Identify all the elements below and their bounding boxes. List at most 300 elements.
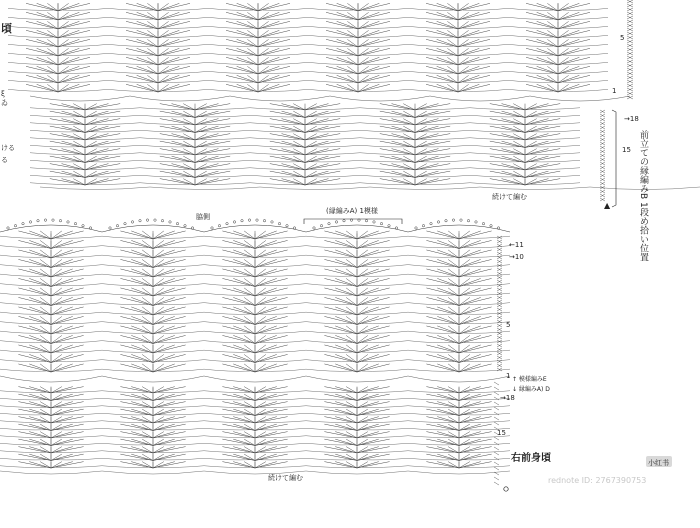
- stitch-line: [153, 269, 186, 277]
- stitch-line: [255, 307, 277, 315]
- stitch-line: [131, 454, 153, 460]
- stitch-line: [305, 111, 328, 117]
- stitch-chain: [0, 293, 46, 295]
- stitch-line: [153, 316, 186, 324]
- stitch-line: [255, 387, 277, 393]
- stitch-chain: [464, 284, 510, 286]
- stitch-line: [158, 66, 190, 74]
- stitch-line: [62, 111, 85, 117]
- stitch-line: [357, 240, 390, 248]
- stitch-chain: [408, 71, 453, 73]
- stitch-chain: [531, 183, 581, 185]
- stitch-line: [131, 387, 153, 393]
- stitch-chain: [158, 458, 204, 460]
- stitch-chain: [363, 44, 408, 46]
- stitch-line: [51, 259, 73, 267]
- stitch-line: [392, 164, 415, 170]
- stitch-line: [172, 141, 195, 147]
- stitch-line: [29, 454, 51, 460]
- stitch-line: [525, 119, 548, 125]
- stitch-chain: [463, 62, 508, 64]
- stitch-chain: [63, 71, 108, 73]
- stitch-chain: [260, 406, 306, 408]
- stitch-line: [153, 240, 186, 248]
- stitch-chain: [260, 398, 306, 400]
- stitch-chain: [464, 369, 510, 371]
- stitch-chain: [0, 471, 102, 474]
- stitch-line: [282, 141, 305, 147]
- stitch-chain: [91, 145, 141, 147]
- stitch-chain: [140, 108, 190, 110]
- stitch-line: [51, 326, 73, 334]
- stitch-line: [459, 316, 492, 324]
- stitch-line: [458, 39, 479, 47]
- stitch-chain: [63, 17, 108, 19]
- stitch-chain: [421, 108, 471, 110]
- stitch-chain: [158, 265, 204, 267]
- stitch-chain: [311, 168, 361, 170]
- stitch-chain: [204, 428, 250, 430]
- stitch-line: [458, 21, 479, 29]
- stitch-chain: [408, 265, 454, 267]
- stitch-chain: [102, 466, 148, 468]
- stitch-chain: [8, 53, 53, 55]
- stitch-line: [222, 269, 255, 277]
- stitch-chain: [464, 265, 510, 267]
- stitch-line: [51, 454, 73, 460]
- stitch-line: [158, 57, 179, 65]
- stitch-line: [494, 417, 499, 420]
- stitch-chain: [260, 246, 306, 248]
- stitch-line: [459, 288, 492, 296]
- stitch-line: [58, 30, 79, 38]
- stitch-chain: [464, 451, 510, 453]
- stitch-line: [126, 57, 158, 65]
- stitch-chain: [408, 322, 454, 324]
- stitch-chain: [201, 130, 251, 132]
- stitch-chain: [0, 265, 46, 267]
- picot: [191, 227, 193, 229]
- stitch-chain: [531, 115, 581, 117]
- pattern-note-d: ↓ 縁編みA) D: [512, 386, 550, 393]
- stitch-chain: [102, 236, 148, 238]
- stitch-line: [324, 297, 357, 305]
- stitch-line: [158, 48, 190, 56]
- stitch-chain: [140, 175, 190, 177]
- stitch-chain: [204, 350, 250, 352]
- stitch-chain: [464, 274, 510, 276]
- stitch-chain: [56, 350, 102, 352]
- stitch-chain: [260, 265, 306, 267]
- stitch-line: [282, 164, 305, 170]
- stitch-line: [29, 278, 51, 286]
- stitch-line: [255, 424, 277, 430]
- stitch-chain: [263, 80, 308, 82]
- stitch-line: [233, 354, 255, 362]
- stitch-line: [37, 3, 58, 11]
- stitch-line: [233, 447, 255, 453]
- stitch-line: [29, 288, 51, 296]
- stitch-line: [258, 57, 279, 65]
- stitch-chain: [158, 451, 204, 453]
- watermark-logo: 小红书: [648, 459, 669, 467]
- stitch-line: [558, 48, 590, 56]
- stitch-line: [258, 39, 290, 47]
- stitch-chain: [108, 35, 153, 37]
- stitch-line: [305, 104, 328, 110]
- stitch-line: [426, 48, 458, 56]
- stitch-chain: [421, 115, 471, 117]
- stitch-chain: [362, 350, 408, 352]
- stitch-chain: [362, 413, 408, 415]
- stitch-chain: [56, 369, 102, 371]
- stitch-line: [337, 57, 358, 65]
- stitch-chain: [360, 108, 410, 110]
- stitch-line: [324, 354, 357, 362]
- stitch-line: [172, 111, 195, 117]
- stitch-line: [153, 250, 186, 258]
- stitch-line: [26, 3, 58, 11]
- picot: [497, 227, 499, 229]
- stitch-chain: [30, 123, 80, 125]
- row-11-label: ←11: [509, 241, 524, 249]
- stitch-line: [153, 447, 175, 453]
- stitch-chain: [463, 17, 508, 19]
- stitch-line: [18, 231, 51, 239]
- stitch-chain: [102, 391, 148, 393]
- stitch-line: [51, 269, 84, 277]
- stitch-line: [324, 269, 357, 277]
- stitch-line: [226, 21, 258, 29]
- picot: [320, 225, 322, 227]
- stitch-line: [437, 39, 458, 47]
- stitch-line: [51, 326, 84, 334]
- stitch-chain: [421, 145, 471, 147]
- stitch-chain: [158, 406, 204, 408]
- stitch-line: [120, 259, 153, 267]
- stitch-chain: [306, 255, 352, 257]
- stitch-chain: [363, 26, 408, 28]
- stitch-chain: [508, 35, 553, 37]
- stitch-chain: [108, 26, 153, 28]
- stitch-line: [51, 402, 73, 408]
- stitch-line: [335, 394, 357, 400]
- stitch-chain: [362, 303, 408, 305]
- stitch-chain: [140, 160, 190, 162]
- stitch-chain: [8, 89, 53, 91]
- stitch-line: [62, 156, 85, 162]
- stitch-chain: [508, 53, 553, 55]
- top-left-label-5: る: [1, 156, 8, 164]
- stitch-line: [426, 84, 458, 92]
- stitch-line: [458, 75, 479, 83]
- stitch-line: [335, 454, 357, 460]
- stitch-line: [233, 364, 255, 372]
- stitch-chain: [508, 17, 553, 19]
- stitch-chain: [158, 322, 204, 324]
- stitch-line: [29, 297, 51, 305]
- picot: [233, 221, 235, 223]
- stitch-line: [29, 402, 51, 408]
- stitch-chain: [408, 246, 454, 248]
- stitch-chain: [204, 451, 250, 453]
- stitch-line: [131, 424, 153, 430]
- watermark-id: rednote ID: 2767390753: [548, 476, 647, 485]
- stitch-line: [526, 48, 558, 56]
- stitch-chain: [204, 255, 250, 257]
- stitch-line: [158, 84, 179, 92]
- stitch-line: [29, 439, 51, 445]
- stitch-line: [131, 354, 153, 362]
- stitch-chain: [0, 236, 46, 238]
- stitch-chain: [260, 274, 306, 276]
- stitch-line: [282, 111, 305, 117]
- stitch-chain: [158, 246, 204, 248]
- stitch-line: [558, 21, 590, 29]
- stitch-line: [537, 66, 558, 74]
- stitch-chain: [360, 183, 410, 185]
- stitch-line: [459, 269, 481, 277]
- stitch-line: [29, 316, 51, 324]
- stitch-line: [233, 307, 255, 315]
- stitch-chain: [464, 303, 510, 305]
- stitch-line: [357, 278, 379, 286]
- stitch-chain: [306, 369, 352, 371]
- stitch-chain: [108, 44, 153, 46]
- stitch-line: [525, 156, 548, 162]
- stitch-chain: [158, 360, 204, 362]
- stitch-line: [158, 39, 190, 47]
- stitch-line: [153, 307, 175, 315]
- stitch-chain: [362, 312, 408, 314]
- stitch-line: [305, 149, 328, 155]
- stitch-line: [335, 278, 357, 286]
- stitch-line: [502, 179, 525, 185]
- stitch-line: [51, 288, 84, 296]
- stitch-line: [233, 240, 255, 248]
- stitch-chain: [260, 369, 306, 371]
- stitch-line: [195, 149, 218, 155]
- stitch-chain: [306, 350, 352, 352]
- stitch-line: [233, 417, 255, 423]
- stitch-line: [458, 3, 490, 11]
- stitch-chain: [306, 265, 352, 267]
- stitch-chain: [91, 138, 141, 140]
- stitch-line: [437, 447, 459, 453]
- top-row-15: 15: [622, 146, 631, 154]
- stitch-line: [335, 345, 357, 353]
- stitch-line: [335, 409, 357, 415]
- stitch-line: [226, 12, 258, 20]
- stitch-line: [153, 297, 175, 305]
- stitch-line: [337, 12, 358, 20]
- stitch-line: [392, 141, 415, 147]
- stitch-chain: [91, 168, 141, 170]
- stitch-line: [222, 364, 255, 372]
- picot: [154, 219, 156, 221]
- stitch-chain: [531, 160, 581, 162]
- stitch-line: [324, 250, 357, 258]
- stitch-chain: [531, 138, 581, 140]
- stitch-line: [131, 259, 153, 267]
- stitch-chain: [421, 130, 471, 132]
- stitch-line: [26, 84, 58, 92]
- picot: [482, 222, 484, 224]
- stitch-line: [58, 39, 90, 47]
- stitch-line: [255, 326, 288, 334]
- stitch-line: [437, 21, 458, 29]
- stitch-chain: [362, 246, 408, 248]
- stitch-line: [158, 21, 179, 29]
- stitch-line: [282, 171, 305, 177]
- stitch-chain: [306, 236, 352, 238]
- stitch-line: [58, 48, 90, 56]
- stitch-line: [258, 48, 279, 56]
- stitch-chain: [260, 428, 306, 430]
- stitch-chain: [163, 8, 208, 10]
- stitch-chain: [30, 145, 80, 147]
- stitch-chain: [263, 62, 308, 64]
- stitch-line: [85, 126, 108, 132]
- stitch-line: [29, 462, 51, 468]
- stitch-chain: [56, 391, 102, 393]
- stitch-chain: [30, 130, 80, 132]
- stitch-chain: [201, 153, 251, 155]
- stitch-line: [58, 57, 79, 65]
- stitch-chain: [0, 413, 46, 415]
- stitch-line: [120, 240, 153, 248]
- stitch-chain: [470, 115, 520, 117]
- stitch-chain: [464, 466, 510, 468]
- stitch-line: [233, 345, 255, 353]
- stitch-chain: [208, 44, 253, 46]
- stitch-line: [51, 432, 73, 438]
- picot: [365, 220, 367, 222]
- stitch-chain: [204, 391, 250, 393]
- stitch-line: [558, 30, 579, 38]
- stitch-line: [29, 259, 51, 267]
- stitch-chain: [531, 145, 581, 147]
- stitch-line: [326, 39, 358, 47]
- stitch-line: [426, 364, 459, 372]
- stitch-line: [120, 278, 153, 286]
- stitch-line: [437, 417, 459, 423]
- stitch-chain: [531, 108, 581, 110]
- stitch-line: [335, 432, 357, 438]
- stitch-line: [426, 354, 459, 362]
- stitch-line: [502, 126, 525, 132]
- stitch-line: [29, 409, 51, 415]
- stitch-chain: [158, 466, 204, 468]
- stitch-line: [526, 57, 558, 65]
- stitch-chain: [208, 71, 253, 73]
- stitch-line: [459, 326, 492, 334]
- stitch-chain: [102, 293, 148, 295]
- stitch-line: [459, 417, 481, 423]
- stitch-chain: [163, 71, 208, 73]
- stitch-line: [153, 454, 175, 460]
- stitch-chain: [260, 458, 306, 460]
- stitch-line: [459, 307, 481, 315]
- stitch-chain: [0, 322, 46, 324]
- stitch-chain: [311, 175, 361, 177]
- stitch-line: [459, 335, 481, 343]
- stitch-line: [558, 75, 579, 83]
- stitch-line: [126, 75, 158, 83]
- stitch-line: [255, 432, 277, 438]
- stitch-line: [58, 84, 79, 92]
- stitch-line: [415, 171, 438, 177]
- picot: [131, 221, 133, 223]
- stitch-line: [51, 424, 73, 430]
- stitch-line: [337, 75, 358, 83]
- stitch-chain: [408, 331, 454, 333]
- stitch-line: [62, 149, 85, 155]
- stitch-line: [62, 171, 85, 177]
- stitch-line: [437, 278, 459, 286]
- picot: [161, 220, 163, 222]
- stitch-line: [237, 21, 258, 29]
- stitch-line: [255, 402, 277, 408]
- stitch-chain: [204, 360, 250, 362]
- stitch-line: [459, 316, 481, 324]
- stitch-line: [222, 316, 255, 324]
- stitch-chain: [464, 350, 510, 352]
- stitch-line: [426, 307, 459, 315]
- stitch-line: [326, 21, 358, 29]
- stitch-line: [337, 39, 358, 47]
- stitch-line: [437, 3, 458, 11]
- stitch-line: [392, 149, 415, 155]
- stitch-chain: [30, 183, 80, 185]
- stitch-line: [233, 269, 255, 277]
- stitch-chain: [0, 458, 46, 460]
- stitch-line: [153, 345, 175, 353]
- stitch-line: [222, 240, 255, 248]
- stitch-line: [502, 111, 525, 117]
- stitch-line: [258, 66, 290, 74]
- stitch-line: [255, 364, 288, 372]
- stitch-chain: [563, 80, 608, 82]
- row-15-label: 15: [497, 429, 506, 437]
- stitch-line: [255, 354, 277, 362]
- stitch-chain: [408, 428, 454, 430]
- stitch-chain: [463, 35, 508, 37]
- stitch-line: [29, 307, 51, 315]
- stitch-chain: [208, 62, 253, 64]
- stitch-line: [85, 111, 108, 117]
- stitch-line: [18, 240, 51, 248]
- stitch-chain: [463, 8, 508, 10]
- stitch-line: [458, 48, 479, 56]
- stitch-chain: [102, 443, 148, 445]
- stitch-chain: [163, 89, 208, 91]
- stitch-line: [222, 354, 255, 362]
- stitch-chain: [102, 360, 148, 362]
- stitch-chain: [0, 284, 46, 286]
- stitch-chain: [56, 413, 102, 415]
- stitch-chain: [408, 341, 454, 343]
- stitch-line: [29, 269, 51, 277]
- picot: [44, 219, 46, 221]
- stitch-line: [525, 141, 548, 147]
- stitch-line: [525, 104, 548, 110]
- top-row-5: 5: [620, 34, 625, 42]
- picot: [467, 220, 469, 222]
- stitch-line: [120, 354, 153, 362]
- stitch-line: [358, 39, 390, 47]
- stitch-chain: [0, 436, 46, 438]
